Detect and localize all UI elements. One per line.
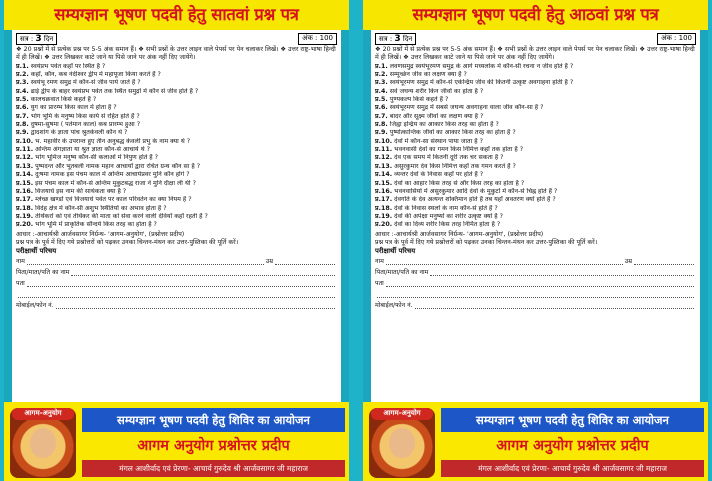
question-text: लवणसमुद्र स्वयंभूरमण समुद्र के आगे मध्यलोक में कौन-सी रचना न जीव होते हैं ? <box>389 62 574 70</box>
question-text: इस पंचम काल में कौन-से अन्तिम मुकुटबद्ध राजा ने मुनि दीक्षा ली थी ? <box>35 179 196 187</box>
instructions: ❖ 20 प्रश्नों में से प्रत्येक प्रश्न पर 5-5 अंक समान हैं। ❖ सभी प्रश्नों के उत्तर लाइन वाले पेपर्स पर पेन चलाकर लिखें। ❖ उत्तर राष्ट्र-भाषा हिन्दी में ही लिखें। ❖ उत्तर लिखकर काटे जाने या पिसे जाने पर अंक नहीं दिए जायेंगे। <box>375 46 695 62</box>
question-text: म्लेच्छ खण्डों एवं विजयार्ध पर्वत पर काल परिवर्तन का क्या नियम है ? <box>35 196 192 204</box>
question-text: बादर और सूक्ष्म जीवों का लक्षण क्या है ? <box>389 112 484 120</box>
paper-meta <box>371 30 700 46</box>
question-number: प्र.7. <box>16 112 29 120</box>
paper-meta <box>12 30 341 46</box>
question-item <box>375 188 696 196</box>
marks-box: अंक : 100 <box>298 33 337 45</box>
question-item <box>16 180 337 188</box>
question-text: सम्मूर्च्छन जीव का लक्षण क्या है ? <box>389 71 467 79</box>
question-text: विजयार्ध इस नाम की सार्थकता क्या है ? <box>35 187 127 195</box>
question-text: भ. महावीर के उपरान्त हुए तीन अनुबद्ध केवली प्रभु के नाम क्या थे ? <box>35 137 191 145</box>
session-label: सत्र : <box>20 35 36 43</box>
question-text: तीर्थंकरों को एवं तीर्थंकर की माता को सेवा करने वाली देवियाँ कहाँ रहती हैं ? <box>35 212 208 220</box>
question-number: प्र.1. <box>375 62 388 70</box>
question-number: प्र.20. <box>16 221 34 229</box>
question-list <box>16 63 337 230</box>
question-text: विदेह क्षेत्र में कौन-सी अशुभ स्थितियों का अभाव होता है ? <box>35 204 167 212</box>
session-number: 3 <box>35 34 42 44</box>
session-number: 3 <box>394 34 401 44</box>
question-item <box>16 171 337 179</box>
question-text: देवों का आहार किस तरह से और किस तरह का होता है ? <box>394 179 525 187</box>
question-text: जिह्वा इन्द्रिय का आकार किस तरह का होता है ? <box>389 121 499 129</box>
question-number: प्र.2. <box>375 71 388 79</box>
address-field-2[interactable] <box>16 289 337 300</box>
question-text: भोग भूमि में प्राकृतिक सौन्दर्य किस तरह का होता है ? <box>35 221 157 229</box>
session-box <box>375 33 416 45</box>
question-number: प्र.5. <box>16 96 29 104</box>
name-field[interactable]: नाम उम्र <box>16 256 337 267</box>
question-item <box>375 154 696 162</box>
question-item <box>375 113 696 121</box>
question-item <box>16 79 337 87</box>
question-number: प्र.19. <box>16 212 34 220</box>
question-item <box>375 196 696 204</box>
photo-badge: आगम-अनुयोग <box>371 408 433 420</box>
question-number: प्र.15. <box>16 179 34 187</box>
paper-content <box>371 46 700 311</box>
mobile-field[interactable]: मोबाईल/फोन नं. <box>16 300 337 311</box>
question-number: प्र.8. <box>16 121 29 129</box>
question-text: स्वयंभूरमण समुद्र में सबसे जघन्य अवगाहना वाला जीव कौन-सा है ? <box>389 104 544 112</box>
question-list <box>375 63 696 230</box>
marks-box: अंक : 100 <box>657 33 696 45</box>
question-text: कहाँ, कौन, कब नंदीश्वर द्वीप में महापूजा किया करते हैं ? <box>30 71 161 79</box>
question-text: भवनवासियों में असुरकुमार आदि देवों के मुकुटों में कौन-से चिह्न होते हैं ? <box>394 187 558 195</box>
question-item <box>375 63 696 71</box>
question-item <box>16 213 337 221</box>
question-item <box>375 138 696 146</box>
name-field[interactable]: नाम उम्र <box>375 256 696 267</box>
question-number: प्र.16. <box>375 187 393 195</box>
question-item <box>16 163 337 171</box>
question-text: देवों में कौन-सा संस्थान पाया जाता है ? <box>394 137 483 145</box>
question-text: पुष्पदन्त और भूतबली नामक महान आचार्यों द्वारा रचित ग्रन्थ कौन सा है ? <box>35 162 201 170</box>
question-number: प्र.4. <box>16 87 29 95</box>
question-number: प्र.3. <box>375 79 388 87</box>
question-item <box>16 96 337 104</box>
question-item <box>16 138 337 146</box>
question-number: प्र.10. <box>16 137 34 145</box>
question-item <box>375 79 696 87</box>
question-number: प्र.13. <box>16 162 34 170</box>
question-item <box>16 121 337 129</box>
question-text: युग का प्रारम्भ किस काल में होता है ? <box>30 104 117 112</box>
session-label: सत्र : <box>379 35 395 43</box>
banner-line-3: मंगल आशीर्वाद एवं प्रेरणा- आचार्य गुरुदेव श्री आर्जवसागर जी महाराज <box>441 460 704 477</box>
question-item <box>375 71 696 79</box>
question-item <box>375 96 696 104</box>
question-number: प्र.18. <box>16 204 34 212</box>
paper-body <box>12 30 341 402</box>
question-number: प्र.17. <box>375 196 393 204</box>
question-item <box>375 180 696 188</box>
question-item <box>375 163 696 171</box>
question-item <box>375 121 696 129</box>
question-text: देवगति के देव अत्यन्त शक्तिमान होते हैं तब यहाँ अवतरण क्यों होते हैं ? <box>394 196 556 204</box>
source-line: आधार :-आचार्यश्री आर्जवसागर निर्ग्रन्थ- 'आगम-अनुयोग', (प्रश्नोत्तर प्रदीप) <box>375 230 544 238</box>
question-number: प्र.6. <box>375 104 388 112</box>
question-paper-8 <box>363 0 708 481</box>
question-item <box>375 129 696 137</box>
question-number: प्र.8. <box>375 121 388 129</box>
question-text: दुःषमा नामक इस पंचम काल में अन्तिम आचार्यप्रवर मुनि कौन होंगे ? <box>35 171 190 179</box>
question-number: प्र.14. <box>375 171 393 179</box>
question-number: प्र.17. <box>16 196 34 204</box>
question-item <box>16 129 337 137</box>
question-number: प्र.9. <box>16 129 29 137</box>
question-text: भोग भूमि के मनुष्य किस कार्य से रहित होते हैं ? <box>30 112 140 120</box>
banner-line-1: सम्यग्ज्ञान भूषण पदवी हेतु शिविर का आयोजन <box>82 408 345 432</box>
question-text: देवों का दिव्य शरीर किस तरह निर्मित होता है ? <box>394 221 501 229</box>
question-item <box>375 221 696 229</box>
question-item <box>375 171 696 179</box>
question-number: प्र.19. <box>375 212 393 220</box>
question-number: प्र.9. <box>375 129 388 137</box>
question-item <box>375 104 696 112</box>
paper-title: सम्यग्ज्ञान भूषण पदवी हेतु सातवां प्रश्न पत्र <box>4 0 349 30</box>
question-paper-7 <box>4 0 349 481</box>
question-text: पुष्पोत्कान्तिक जीवों का आकार किस तरह का होता है ? <box>389 129 516 137</box>
guru-photo <box>369 408 435 478</box>
form-title: परीक्षार्थी परिचय <box>375 247 416 256</box>
question-number: प्र.10. <box>375 137 393 145</box>
note-line: प्रश्न पत्र के पूर्व में दिए गये प्रश्नोत्तरों को पढ़कर उनका चिन्तन-मंथन कर उत्तर-पुस्तिका की पूर्ति करें। <box>375 238 598 246</box>
father-field[interactable]: पिता/माता/पति का नाम <box>16 267 337 278</box>
question-number: प्र.1. <box>16 62 29 70</box>
question-item <box>375 213 696 221</box>
question-text: सर्व जघन्य शरीर किन जीवों का होता है ? <box>389 87 484 95</box>
question-item <box>16 196 337 204</box>
event-banner <box>363 402 708 481</box>
photo-badge: आगम-अनुयोग <box>12 408 74 420</box>
question-text: स्वयंप्रभ पर्वत कहाँ पर स्थित है ? <box>30 62 106 70</box>
question-item <box>375 146 696 154</box>
question-item <box>16 188 337 196</box>
question-number: प्र.3. <box>16 79 29 87</box>
question-text: भवनवासी देवों का गमन किस निमित्त कहाँ तक होता है ? <box>394 146 524 154</box>
question-number: प्र.12. <box>375 154 393 162</box>
banner-line-2: आगम अनुयोग प्रश्नोत्तर प्रदीप <box>137 438 290 454</box>
question-text: देव एक समय में कितनी दूरी तक चर सकता है ? <box>394 154 504 162</box>
address-field[interactable]: पता <box>375 278 696 289</box>
guru-photo <box>10 408 76 478</box>
note-line: प्रश्न पत्र के पूर्व में दिए गये प्रश्नोत्तरों को पढ़कर उनका चिन्तन-मंथन कर उत्तर-पुस्तिका की पूर्ति करें। <box>16 238 239 246</box>
form-title: परीक्षार्थी परिचय <box>16 247 57 256</box>
session-box <box>16 33 57 45</box>
question-text: अन्तिम अंगज्ञाता या श्रुत ज्ञाता कौन-से आचार्य थे ? <box>35 146 150 154</box>
session-suffix: दिन <box>41 35 54 43</box>
question-number: प्र.13. <box>375 162 393 170</box>
question-text: व्यन्तर देवों के निवास कहाँ पर होते हैं ? <box>394 171 484 179</box>
question-number: प्र.16. <box>16 187 34 195</box>
question-item <box>375 205 696 213</box>
question-item <box>16 104 337 112</box>
address-field[interactable]: पता <box>16 278 337 289</box>
question-text: स्वयंभूरमण समुद्र में कौन-से एकेन्द्रिय जीव की कितनी उत्कृष्ट अवगाहना होती है ? <box>389 79 574 87</box>
session-suffix: दिन <box>400 35 413 43</box>
paper-content <box>12 46 341 311</box>
question-item <box>16 88 337 96</box>
question-number: प्र.7. <box>375 112 388 120</box>
question-number: प्र.12. <box>16 154 34 162</box>
question-number: प्र.11. <box>375 146 393 154</box>
question-number: प्र.14. <box>16 171 34 179</box>
question-text: भोग भूमिज मनुष्य कौन-सी कलाओं में निपुण होते हैं ? <box>35 154 158 162</box>
paper-body <box>371 30 700 402</box>
address-field-2[interactable] <box>375 289 696 300</box>
question-text: देवों की अपेक्षा मनुष्यों का शरीर उत्कृष्ट क्यों है ? <box>394 212 503 220</box>
question-text: दुषमा-सुषमा ( पर्तमान काल) कब प्रारम्भ हुआ ? <box>30 121 141 129</box>
instructions: ❖ 20 प्रश्नों में से प्रत्येक प्रश्न पर 5-5 अंक समान हैं। ❖ सभी प्रश्नों के उत्तर लाइन वाले पेपर्स पर पेन चलाकर लिखें। ❖ उत्तर राष्ट्र-भाषा हिन्दी में ही लिखें। ❖ उत्तर लिखकर काटे जाने या पिसे जाने पर अंक नहीं दिए जायेंगे। <box>16 46 336 62</box>
question-item <box>16 113 337 121</box>
question-item <box>16 154 337 162</box>
question-text: ढाई द्वीप के बाहर स्वयंप्रभ पर्वत तक स्थित समुद्रों में कौन से जीव होते हैं ? <box>30 87 199 95</box>
question-item <box>16 221 337 229</box>
source-line: आधार :-आचार्यश्री आर्जवसागर निर्ग्रन्थ- 'आगम-अनुयोग', (प्रश्नोत्तर प्रदीप) <box>16 230 185 238</box>
event-banner <box>4 402 349 481</box>
question-item <box>16 205 337 213</box>
question-text: द्वादशांग के ज्ञाता पांच श्रुतकेवली कौन थे ? <box>30 129 128 137</box>
question-number: प्र.11. <box>16 146 34 154</box>
question-text: देवों के निवास स्थलों के नाम कौन-से होते हैं ? <box>394 204 498 212</box>
question-item <box>375 88 696 96</box>
question-text: असुरकुमार देव किस निमित्त कहाँ तक गमन करते हैं ? <box>394 162 516 170</box>
question-number: प्र.15. <box>375 179 393 187</box>
question-number: प्र.6. <box>16 104 29 112</box>
paper-title: सम्यग्ज्ञान भूषण पदवी हेतु आठवां प्रश्न पत्र <box>363 0 708 30</box>
question-text: स्वयंभू रमण समुद्र में कौन-से जीव पाये जाते हैं ? <box>30 79 141 87</box>
question-text: पुण्यकल्प किसे कहते हैं ? <box>389 96 449 104</box>
banner-line-3: मंगल आशीर्वाद एवं प्रेरणा- आचार्य गुरुदेव श्री आर्जवसागर जी महाराज <box>82 460 345 477</box>
question-number: प्र.20. <box>375 221 393 229</box>
banner-line-1: सम्यग्ज्ञान भूषण पदवी हेतु शिविर का आयोजन <box>441 408 704 432</box>
question-number: प्र.5. <box>375 96 388 104</box>
question-item <box>16 71 337 79</box>
question-item <box>16 146 337 154</box>
question-number: प्र.4. <box>375 87 388 95</box>
banner-line-2: आगम अनुयोग प्रश्नोत्तर प्रदीप <box>496 438 649 454</box>
father-field[interactable]: पिता/माता/पति का नाम <box>375 267 696 278</box>
mobile-field[interactable]: मोबाईल/फोन नं. <box>375 300 696 311</box>
question-number: प्र.18. <box>375 204 393 212</box>
question-text: कालचक्रवात किसे कहते हैं ? <box>30 96 97 104</box>
question-number: प्र.2. <box>16 71 29 79</box>
question-item <box>16 63 337 71</box>
